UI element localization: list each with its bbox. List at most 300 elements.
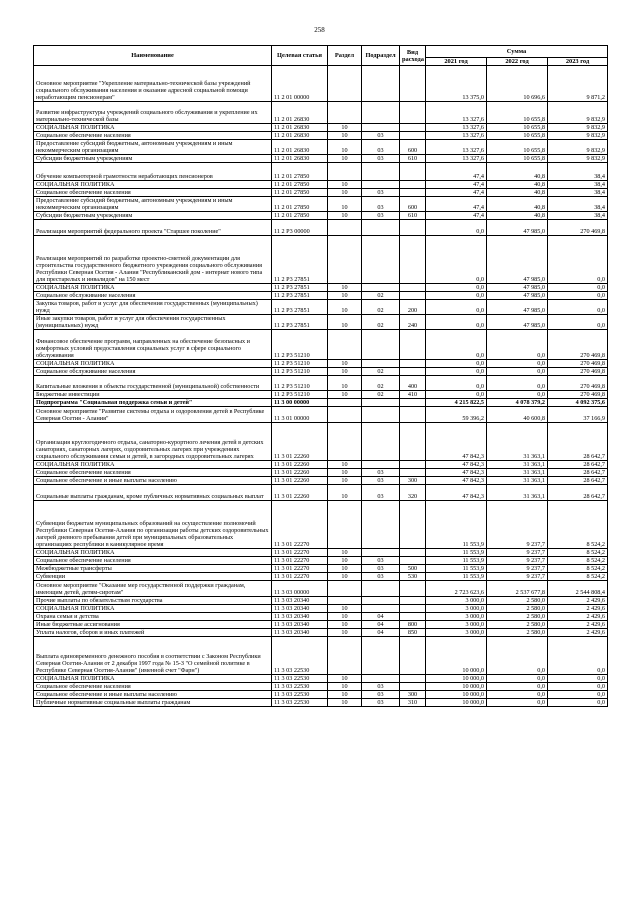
row-name: Субсидии бюджетным учреждениям [34,155,272,163]
row-name: Социальное обслуживание населения [34,292,272,300]
row-sum-2022: 0,0 [487,691,548,699]
row-name: СОЦИАЛЬНАЯ ПОЛИТИКА [34,360,272,368]
row-subsection: 03 [362,691,400,699]
row-target-article: 11 3 03 22530 [272,683,328,691]
row-sum-2023: 28 642,7 [548,423,608,461]
row-sum-2023: 8 524,2 [548,549,608,557]
row-subsection: 03 [362,557,400,565]
row-expense-type [400,399,426,407]
row-sum-2023: 0,0 [548,683,608,691]
row-expense-type: 600 [400,140,426,155]
row-name: Социальное обеспечение населения [34,132,272,140]
row-sum-2022: 10 655,8 [487,155,548,163]
row-section [328,163,362,181]
row-name: Реализация мероприятий федерального проекта "Старшее поколение" [34,220,272,236]
row-sum-2021: 3 000,0 [426,629,487,637]
row-section: 10 [328,140,362,155]
row-sum-2023: 2 429,6 [548,605,608,613]
row-subsection: 04 [362,621,400,629]
row-sum-2021: 11 553,9 [426,565,487,573]
row-name: Социальное обеспечение населения [34,469,272,477]
row-sum-2022: 10 655,8 [487,140,548,155]
row-name: Иные закупки товаров, работ и услуг для обеспечения государственных (муниципальных) нужд [34,315,272,330]
row-sum-2021: 47 842,3 [426,423,487,461]
row-target-article: 11 2 P3 27851 [272,292,328,300]
row-expense-type: 300 [400,691,426,699]
row-name: Субвенции [34,573,272,581]
row-section [328,423,362,461]
row-sum-2023: 8 524,2 [548,565,608,573]
row-name: Развитие инфраструктуры учреждений социального обслуживания и укрепление их материально-технической базы [34,102,272,124]
row-sum-2022: 9 237,7 [487,501,548,549]
row-name: Социальное обеспечение населения [34,557,272,565]
table-row [34,140,608,155]
row-section: 10 [328,360,362,368]
row-sum-2023: 9 871,2 [548,66,608,102]
row-expense-type [400,220,426,236]
row-section: 10 [328,565,362,573]
row-sum-2023: 8 524,2 [548,557,608,565]
row-sum-2023: 9 832,9 [548,140,608,155]
row-sum-2022: 40,8 [487,197,548,212]
row-section [328,581,362,597]
row-name: Субсидии бюджетным учреждениям [34,212,272,220]
table-row [34,549,608,557]
row-sum-2023: 8 524,2 [548,501,608,549]
row-sum-2023: 8 524,2 [548,573,608,581]
row-sum-2021: 47,4 [426,212,487,220]
row-expense-type [400,236,426,284]
row-name: Субвенции бюджетам муниципальных образований на осуществление полномочий Республики Северная Осетия-Алания по организации работы детских оздоровительных лагерей дневного пребывания детей при муниципальных образовательных организациях республики в каникулярное время [34,501,272,549]
table-row [34,212,608,220]
row-sum-2023: 28 642,7 [548,485,608,501]
table-row [34,675,608,683]
row-section: 10 [328,284,362,292]
row-section [328,407,362,423]
row-name: Финансовое обеспечение программ, направленных на обеспечение безопасных и комфортных условий предоставления социальных услуг в сфере социального обслуживания [34,330,272,360]
row-name: СОЦИАЛЬНАЯ ПОЛИТИКА [34,181,272,189]
row-target-article: 11 2 P3 51210 [272,330,328,360]
row-sum-2021: 13 327,6 [426,102,487,124]
row-expense-type [400,613,426,621]
table-row [34,691,608,699]
row-subsection: 03 [362,485,400,501]
row-subsection: 03 [362,212,400,220]
table-row [34,124,608,132]
row-target-article: 11 3 03 20340 [272,629,328,637]
table-row [34,197,608,212]
row-sum-2023: 2 429,6 [548,629,608,637]
row-target-article: 11 2 01 27850 [272,189,328,197]
row-sum-2021: 3 000,0 [426,621,487,629]
row-target-article: 11 2 P3 51210 [272,391,328,399]
row-name: СОЦИАЛЬНАЯ ПОЛИТИКА [34,124,272,132]
row-expense-type [400,360,426,368]
row-expense-type: 310 [400,699,426,707]
row-section: 10 [328,391,362,399]
row-sum-2023: 0,0 [548,292,608,300]
row-sum-2022: 40,8 [487,189,548,197]
table-row [34,284,608,292]
row-subsection: 03 [362,683,400,691]
row-expense-type [400,292,426,300]
row-name: СОЦИАЛЬНАЯ ПОЛИТИКА [34,461,272,469]
table-row [34,391,608,399]
table-body [34,66,608,707]
row-name: СОЦИАЛЬНАЯ ПОЛИТИКА [34,605,272,613]
table-row [34,423,608,461]
row-sum-2023: 4 092 375,6 [548,399,608,407]
row-section: 10 [328,212,362,220]
row-subsection [362,461,400,469]
row-section: 10 [328,368,362,376]
row-sum-2022: 2 580,0 [487,629,548,637]
row-subsection [362,330,400,360]
row-sum-2021: 10 000,0 [426,675,487,683]
row-expense-type: 300 [400,477,426,485]
row-expense-type: 610 [400,155,426,163]
row-section [328,220,362,236]
table-row [34,573,608,581]
row-subsection [362,181,400,189]
row-sum-2021: 0,0 [426,368,487,376]
row-sum-2023: 38,4 [548,163,608,181]
row-sum-2022: 31 363,1 [487,469,548,477]
row-name: Прочие выплаты по обязательствам государства [34,597,272,605]
table-row [34,236,608,284]
row-expense-type [400,368,426,376]
row-sum-2023: 2 544 808,4 [548,581,608,597]
row-sum-2022: 40,8 [487,163,548,181]
row-section: 10 [328,155,362,163]
row-subsection: 03 [362,565,400,573]
row-expense-type: 240 [400,315,426,330]
row-sum-2022: 0,0 [487,368,548,376]
row-sum-2022: 10 655,8 [487,102,548,124]
row-target-article: 11 3 03 22530 [272,675,328,683]
row-sum-2023: 9 832,9 [548,102,608,124]
row-sum-2021: 0,0 [426,391,487,399]
row-sum-2021: 47 842,3 [426,461,487,469]
row-section: 10 [328,699,362,707]
row-sum-2022: 47 985,0 [487,220,548,236]
row-target-article: 11 3 03 22530 [272,637,328,675]
header-sum: Сумма [426,46,608,58]
row-sum-2021: 2 723 623,6 [426,581,487,597]
row-sum-2023: 38,4 [548,197,608,212]
row-sum-2021: 47,4 [426,163,487,181]
row-name: Основное мероприятие "Укрепление материально-технической базы учреждений социального обслуживания населения и оказание адресной социальной помощи неработающим пенсионерам" [34,66,272,102]
row-target-article: 11 3 03 20340 [272,613,328,621]
row-section: 10 [328,469,362,477]
row-sum-2021: 11 553,9 [426,501,487,549]
row-subsection: 02 [362,300,400,315]
row-target-article: 11 3 01 22260 [272,461,328,469]
table-row [34,605,608,613]
row-subsection [362,399,400,407]
table-row [34,699,608,707]
row-sum-2023: 38,4 [548,189,608,197]
row-section: 10 [328,197,362,212]
table-row [34,469,608,477]
row-target-article: 11 2 P3 27851 [272,315,328,330]
row-sum-2021: 59 396,2 [426,407,487,423]
row-sum-2023: 9 832,9 [548,124,608,132]
row-expense-type [400,597,426,605]
row-sum-2022: 2 580,0 [487,605,548,613]
table-row [34,461,608,469]
row-expense-type: 320 [400,485,426,501]
row-name: Предоставление субсидий бюджетным, автономным учреждениям и иным некоммерческим организациям [34,140,272,155]
row-sum-2023: 270 469,8 [548,368,608,376]
table-row [34,102,608,124]
row-sum-2022: 31 363,1 [487,485,548,501]
row-section: 10 [328,691,362,699]
row-expense-type [400,124,426,132]
row-sum-2022: 2 580,0 [487,597,548,605]
row-section: 10 [328,485,362,501]
row-sum-2022: 31 363,1 [487,461,548,469]
row-target-article: 11 2 P3 27851 [272,236,328,284]
row-name: Социальные выплаты гражданам, кроме публичных нормативных социальных выплат [34,485,272,501]
table-row [34,163,608,181]
row-section: 10 [328,683,362,691]
row-target-article: 11 2 01 26830 [272,102,328,124]
row-name: Публичные нормативные социальные выплаты гражданам [34,699,272,707]
row-sum-2021: 13 327,6 [426,140,487,155]
row-sum-2021: 3 000,0 [426,597,487,605]
row-section: 10 [328,300,362,315]
row-sum-2022: 2 580,0 [487,621,548,629]
row-sum-2023: 0,0 [548,699,608,707]
row-target-article: 11 2 P3 51210 [272,376,328,391]
row-sum-2022: 4 078 379,2 [487,399,548,407]
row-subsection [362,675,400,683]
row-section: 10 [328,557,362,565]
row-sum-2023: 270 469,8 [548,376,608,391]
row-target-article: 11 3 01 00000 [272,407,328,423]
table-row [34,376,608,391]
table-row [34,330,608,360]
table-row [34,292,608,300]
row-subsection: 02 [362,292,400,300]
row-sum-2022: 47 985,0 [487,284,548,292]
row-target-article: 11 2 01 26830 [272,132,328,140]
row-sum-2021: 0,0 [426,360,487,368]
row-expense-type [400,284,426,292]
row-expense-type: 600 [400,197,426,212]
row-sum-2022: 0,0 [487,376,548,391]
row-sum-2021: 47 842,3 [426,477,487,485]
row-section: 10 [328,376,362,391]
table-row [34,637,608,675]
row-sum-2021: 0,0 [426,220,487,236]
row-name: Основное мероприятие "Развитие системы отдыха и оздоровления детей в Республике Северная Осетия - Алания" [34,407,272,423]
row-expense-type [400,581,426,597]
row-sum-2021: 3 000,0 [426,605,487,613]
row-sum-2021: 10 000,0 [426,691,487,699]
row-sum-2023: 0,0 [548,691,608,699]
row-sum-2023: 37 166,9 [548,407,608,423]
row-subsection: 03 [362,189,400,197]
row-sum-2023: 28 642,7 [548,477,608,485]
row-target-article: 11 3 01 22270 [272,573,328,581]
row-section: 10 [328,292,362,300]
row-expense-type: 410 [400,391,426,399]
row-sum-2021: 10 000,0 [426,699,487,707]
row-name: Межбюджетные трансферты [34,565,272,573]
row-target-article: 11 3 03 00000 [272,581,328,597]
row-target-article: 11 2 01 27850 [272,163,328,181]
row-expense-type [400,66,426,102]
row-name: Организация круглогодичного отдыха, санаторно-курортного лечения детей в детских санаториях, санаторных лагерях, оздоровительных лагерях при учреждениях социального обслуживания семьи и детей, в загородных оздоровительных лагерях [34,423,272,461]
header-year-2022: 2022 год [487,58,548,66]
row-target-article: 11 2 01 27850 [272,212,328,220]
row-sum-2022: 0,0 [487,699,548,707]
row-sum-2021: 10 000,0 [426,683,487,691]
row-sum-2023: 270 469,8 [548,391,608,399]
row-subsection [362,284,400,292]
row-sum-2022: 31 363,1 [487,423,548,461]
row-target-article: 11 3 01 22260 [272,485,328,501]
row-name: Социальное обслуживание населения [34,368,272,376]
row-sum-2022: 2 537 677,8 [487,581,548,597]
row-expense-type [400,330,426,360]
row-expense-type: 400 [400,376,426,391]
table-row [34,477,608,485]
row-subsection: 02 [362,315,400,330]
row-sum-2023: 9 832,9 [548,132,608,140]
row-target-article: 11 3 01 22260 [272,477,328,485]
row-name: Реализация мероприятий по разработке проектно-сметной документации для строительства государственного бюджетного учреждения социального обслуживания Республики Северная Осетия - Алания "Республиканский дом - интернат нового типа для престарелых и инвалидов" на 150 мест [34,236,272,284]
row-section [328,236,362,284]
row-target-article: 11 2 01 27850 [272,197,328,212]
table-row [34,399,608,407]
row-expense-type: 200 [400,300,426,315]
row-name: Обучение компьютерной грамотности неработающих пенсионеров [34,163,272,181]
row-expense-type [400,683,426,691]
row-subsection: 03 [362,573,400,581]
table-row [34,181,608,189]
row-target-article: 11 3 01 22270 [272,549,328,557]
row-sum-2022: 47 985,0 [487,292,548,300]
row-sum-2022: 10 655,8 [487,132,548,140]
row-name: СОЦИАЛЬНАЯ ПОЛИТИКА [34,675,272,683]
row-sum-2021: 3 000,0 [426,613,487,621]
row-sum-2021: 47 842,3 [426,485,487,501]
row-name: Социальное обеспечение населения [34,683,272,691]
row-name: Капитальные вложения в объекты государственной (муниципальной) собственности [34,376,272,391]
row-target-article: 11 2 01 27850 [272,181,328,189]
table-row [34,683,608,691]
row-subsection: 03 [362,197,400,212]
header-year-2021: 2021 год [426,58,487,66]
row-subsection [362,423,400,461]
header-expense-type: Вид расхода [400,46,426,66]
row-sum-2023: 0,0 [548,637,608,675]
row-section: 10 [328,629,362,637]
row-sum-2021: 47,4 [426,197,487,212]
row-expense-type [400,469,426,477]
row-sum-2021: 0,0 [426,315,487,330]
row-name: СОЦИАЛЬНАЯ ПОЛИТИКА [34,284,272,292]
row-target-article: 11 3 01 22270 [272,557,328,565]
row-subsection: 02 [362,376,400,391]
table-row [34,360,608,368]
table-row [34,597,608,605]
table-row [34,613,608,621]
table-row [34,557,608,565]
row-sum-2022: 0,0 [487,360,548,368]
row-sum-2021: 47,4 [426,181,487,189]
table-row [34,368,608,376]
row-sum-2022: 9 237,7 [487,549,548,557]
row-sum-2022: 47 985,0 [487,300,548,315]
row-sum-2022: 40 600,8 [487,407,548,423]
row-sum-2023: 38,4 [548,181,608,189]
budget-table [33,45,608,707]
row-sum-2021: 0,0 [426,236,487,284]
row-subsection: 03 [362,155,400,163]
row-subsection [362,501,400,549]
row-section: 10 [328,461,362,469]
row-sum-2021: 4 215 822,5 [426,399,487,407]
row-subsection: 02 [362,368,400,376]
row-subsection [362,605,400,613]
row-target-article: 11 3 03 22530 [272,691,328,699]
row-sum-2022: 40,8 [487,212,548,220]
row-sum-2021: 0,0 [426,292,487,300]
row-section [328,330,362,360]
row-sum-2021: 11 553,9 [426,549,487,557]
row-expense-type [400,501,426,549]
row-target-article: 11 2 P3 51210 [272,360,328,368]
row-sum-2021: 0,0 [426,376,487,391]
row-sum-2023: 2 429,6 [548,613,608,621]
table-row [34,155,608,163]
header-year-2023: 2023 год [548,58,608,66]
row-sum-2022: 9 237,7 [487,565,548,573]
row-section [328,597,362,605]
row-sum-2022: 2 580,0 [487,613,548,621]
row-sum-2021: 13 327,6 [426,132,487,140]
row-target-article: 11 2 01 26830 [272,124,328,132]
table-row [34,581,608,597]
row-subsection [362,597,400,605]
row-sum-2021: 13 327,6 [426,155,487,163]
row-target-article: 11 2 P3 00000 [272,220,328,236]
table-row [34,66,608,102]
header-target-article: Целевая статья [272,46,328,66]
row-subsection [362,236,400,284]
row-name: СОЦИАЛЬНАЯ ПОЛИТИКА [34,549,272,557]
row-target-article: 11 3 03 20340 [272,605,328,613]
table-row [34,220,608,236]
row-name: Социальное обеспечение и иные выплаты населению [34,691,272,699]
header-subsection: Подраздел [362,46,400,66]
row-expense-type [400,557,426,565]
table-row [34,629,608,637]
row-name: Охрана семьи и детства [34,613,272,621]
table-row [34,300,608,315]
row-subsection: 03 [362,469,400,477]
row-target-article: 11 3 01 22270 [272,501,328,549]
row-sum-2022: 0,0 [487,391,548,399]
row-section: 10 [328,181,362,189]
row-subsection [362,360,400,368]
row-expense-type [400,163,426,181]
row-subsection: 02 [362,391,400,399]
